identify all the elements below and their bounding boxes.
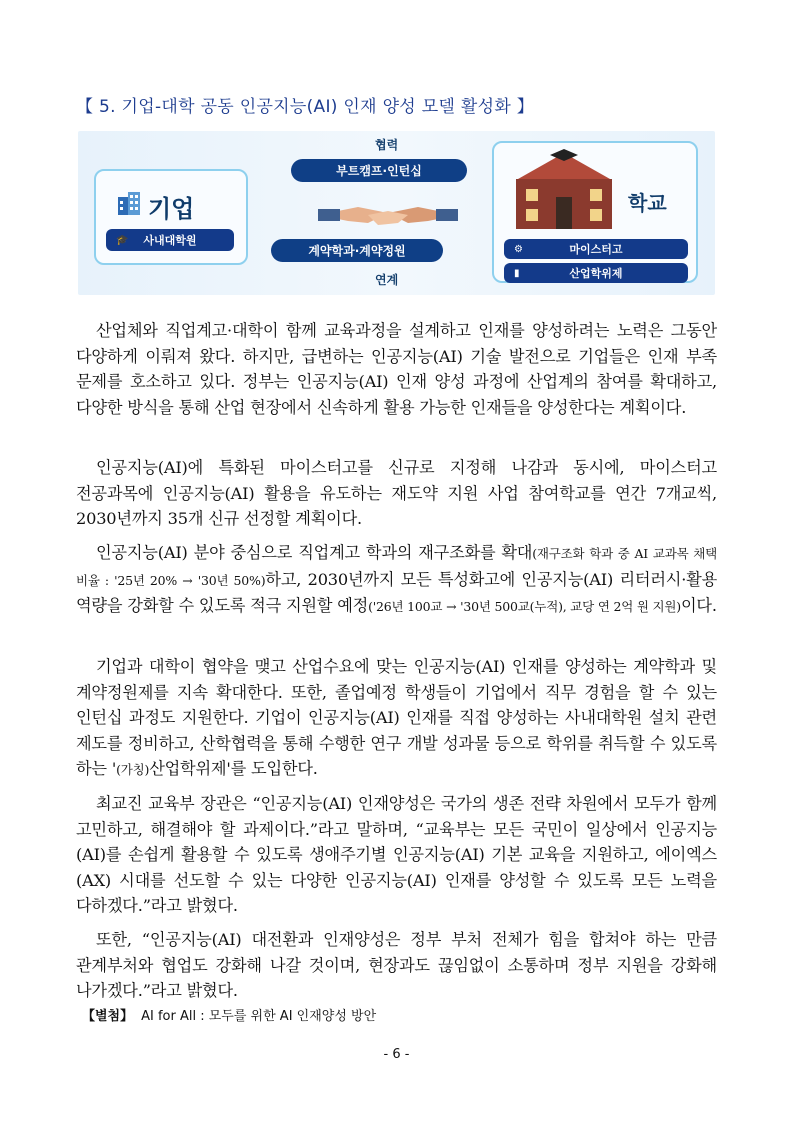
paragraph-4-note: (가칭) [116,762,150,778]
paragraph-2: 인공지능(AI)에 특화된 마이스터고를 신규로 지정해 나감과 동시에, 마이스터고 전공과목에 인공지능(AI) 활용을 유도하는 재도약 지원 사업 참여학교를 연간 7개교씩, 2030년까지 35개 신규 선정할 계획이다. [76,458,717,529]
handshake-icon [318,193,458,237]
school-label: 학교 [628,191,667,215]
paragraph-3-note-2: ('26년 100교 → '30년 500교(누적), 교당 연 2억 원 지원) [368,599,681,615]
paragraph-1: 산업체와 직업계고·대학이 함께 교육과정을 설계하고 인재를 양성하려는 노력은 그동안 다양하게 이뤄져 왔다. 하지만, 급변하는 인공지능(AI) 기술 발전으로 기업들은 인재 부족 문제를 호소하고 있다. 정부는 인공지능(AI) 인재 양성 과정에 산업계의 참여를 확대하고, 다양한 방식을 통해 산업 현장에서 신속하게 활용 가능한 인재들을 양성한다는 계획이다. [76,321,717,417]
in-house-graduate-school-pill [106,229,234,251]
paragraph-3-note-1: (재구조화 학과 중 AI 교과목 채택 비율 : '25년 20% → '30년 50%) [76,546,718,588]
section-heading [76,92,534,117]
attachment-text: AI for All : 모두를 위한 AI 인재양성 방안 [141,1009,377,1024]
paragraph-3-part-a: 인공지능(AI) 분야 중심으로 직업계고 학과의 재구조화를 확대 [96,543,533,562]
page-number: - 6 - [383,1047,410,1062]
paragraph-3-part-c: 하고, 2030년까지 모든 특성화고에 인공지능(AI) 리터러시·활용 역량을 강화할 수 있도록 적극 지원할 예정 [76,569,718,616]
attachment-label: 【별첨】 [82,1009,134,1024]
school-item-label-1: 마이스터고 [569,243,623,256]
cooperation-model-figure [78,131,715,295]
paragraph-4-part-a: 기업과 대학이 협약을 맺고 산업수요에 맞는 인공지능(AI) 인재를 양성하는 계약학과 및 계약정원제를 지속 확대한다. 또한, 졸업예정 학생들이 기업에서 직무 경험을 할 수 있는 인턴십 과정도 지원한다. 기업이 인공지능(AI) 인재를 직접 양성하는 사내대학원 설치 관련 제도를 정비하고, 산학협력을 통해 수행한 연구 개발 성과물 등으로 학위를 취득할 수 있도록 하는 ' [76,657,717,779]
company-item-label: 사내대학원 [143,234,197,247]
paragraph-3 [76,540,717,620]
link-banner: 계약학과·계약정원 [271,239,443,262]
cooperation-tag: 협력 [375,138,399,152]
paragraph-5: 최교진 교육부 장관은 “인공지능(AI) 인재양성은 국가의 생존 전략 차원에서 모두가 함께 고민하고, 해결해야 할 과제이다.”라고 말하며, “교육부는 모든 국민이 일상에서 인공지능(AI)를 손쉽게 활용할 수 있도록 생애주기별 인공지능(AI) 기본 교육을 지원하고, 에이엑스(AX) 시대를 선도할 수 있는 다양한 인공지능(AI) 인재를 양성할 수 있도록 모든 노력을 다하겠다.”라고 밝혔다. [76,794,717,916]
graduation-cap-icon: 🎓 [116,234,129,246]
attachment-line [82,1005,376,1024]
gear-icon: ⚙ [514,243,523,255]
company-label: 기업 [148,195,195,223]
school-box [492,141,698,283]
heading-open-bracket: 【 [76,97,94,117]
industry-degree-pill [504,263,688,283]
meister-school-pill [504,239,688,259]
company-box [94,169,248,265]
paragraph-6: 또한, “인공지능(AI) 대전환과 인재양성은 정부 부처 전체가 힘을 합쳐야 하는 만큼 관계부처와 협업도 강화해 나갈 것이며, 현장과도 끊임없이 소통하며 정부 지원을 강화해 나가겠다.”라고 밝혔다. [76,930,717,1001]
paragraph-4-part-c: 산업학위제'를 도입한다. [149,759,318,779]
cooperation-banner: 부트캠프·인턴십 [291,159,467,182]
heading-close-bracket: 】 [516,97,535,117]
paragraph-3-part-e: 이다. [680,596,717,616]
book-icon: ▮ [514,267,520,279]
school-item-label-2: 산업학위제 [569,267,623,280]
paragraph-4 [76,654,717,783]
link-tag: 연계 [375,273,399,287]
heading-text: 5. 기업-대학 공동 인공지능(AI) 인재 양성 모델 활성화 [99,97,512,117]
school-building-icon [508,149,620,233]
building-icon [116,189,144,217]
